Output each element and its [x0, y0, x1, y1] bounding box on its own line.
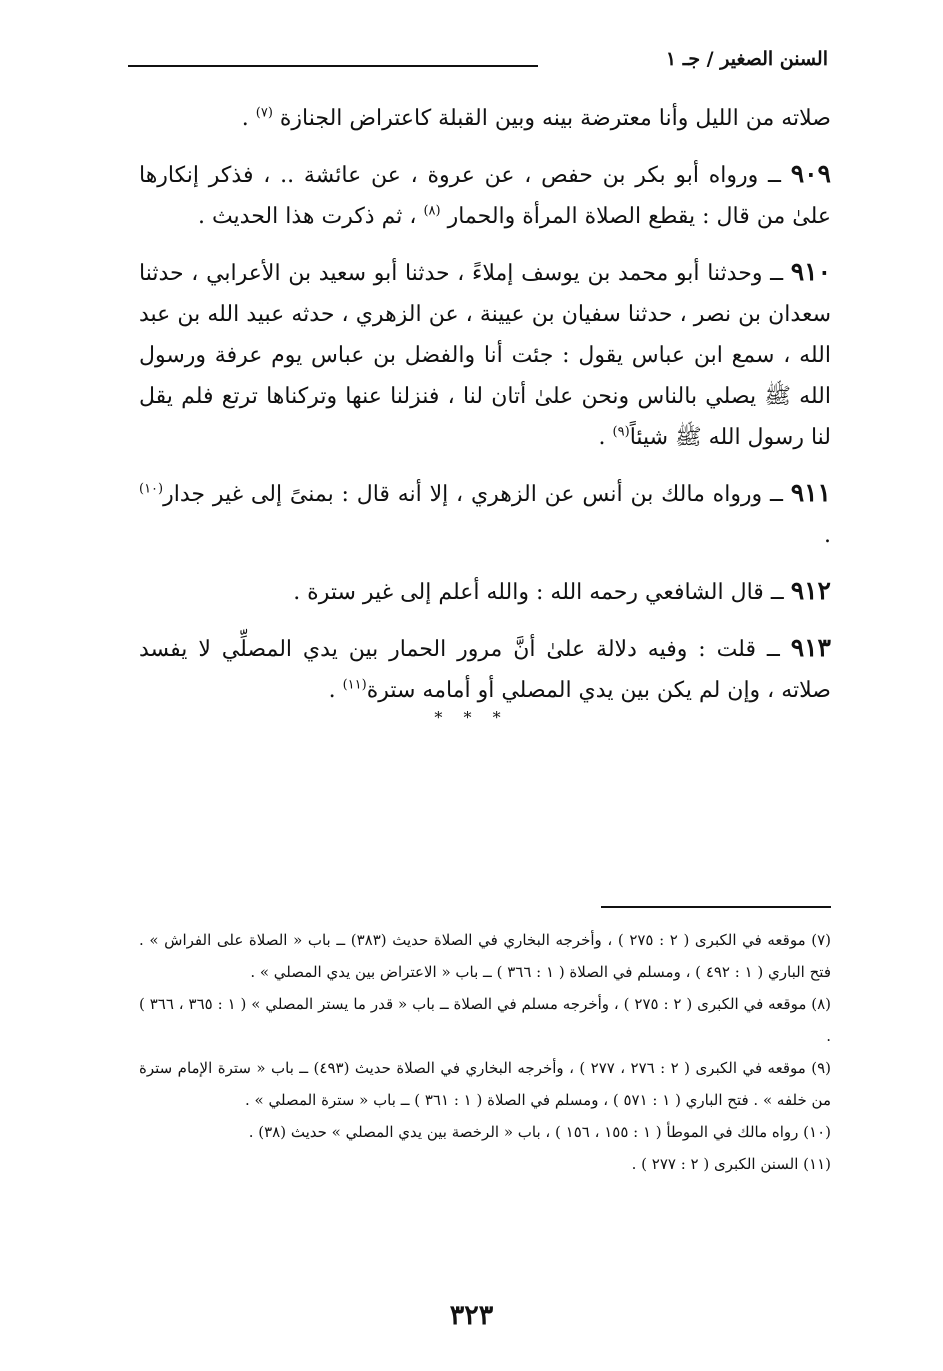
text-run: . — [598, 425, 613, 450]
text-run: ــ قال الشافعي رحمه الله : والله أعلم إلى غير سترة . — [293, 580, 791, 605]
hadith-910 — [139, 251, 831, 458]
hadith-909 — [139, 153, 831, 237]
text-run: ــ قلت : وفيه دلالة علىٰ أنَّ مرور الحمار بين يدي المصلِّي لا يفسد صلاته ، وإن لم يكن بين يدي المصلي أو أمامه سترة — [139, 637, 831, 703]
footnote-ref: (١١) — [342, 677, 367, 693]
hadith-number: ٩١١ — [790, 478, 831, 507]
footnote-ref: (٩) — [612, 424, 630, 440]
hadith-number: ٩٠٩ — [790, 159, 831, 188]
hadith-number: ٩١٣ — [790, 633, 831, 662]
footnote-7: (٧) موقعه في الكبرى ( ٢ : ٢٧٥ ) ، وأخرجه البخاري في الصلاة حديث (٣٨٣) ــ باب « الصلاة على الفراش » . فتح الباري ( ١ : ٤٩٢ ) ، ومسلم في الصلاة ( ١ : ٣٦٦ ) ــ باب « الاعتراض بين يدي المصلي » . — [139, 931, 832, 981]
hadith-number: ٩١٠ — [790, 257, 832, 286]
header-rule — [128, 65, 538, 67]
hadith-913 — [139, 627, 831, 711]
text-run: . — [824, 523, 831, 548]
section-separator: * * * — [434, 708, 509, 727]
text-run: . — [241, 106, 256, 131]
footnote-9: (٩) موقعه في الكبرى ( ٢ : ٢٧٦ ، ٢٧٧ ) ، وأخرجه البخاري في الصلاة حديث (٤٩٣) ــ باب « سترة الإمام سترة من خلفه » . فتح الباري ( ١ : ٥٧١ ) ، ومسلم في الصلاة ( ١ : ٣٦١ ) ــ باب « سترة المصلي » . — [139, 1059, 831, 1109]
text-run: ــ ورواه مالك بن أنس عن الزهري ، إلا أنه قال : بمنىً إلى غير جدار — [163, 482, 791, 507]
text-run: ــ ورواه أبو بكر بن حفص ، عن عروة ، عن عائشة .. ، فذكر إنكارها علىٰ من قال : يقطع الصلاة المرأة والحمار — [139, 163, 831, 229]
running-header — [128, 48, 828, 76]
footnote-rule — [601, 906, 831, 908]
paragraph-continuation — [139, 98, 831, 139]
footnotes — [139, 924, 831, 1180]
text-run: ، ثم ذكرت هذا الحديث . — [197, 204, 424, 229]
footnote-10: (١٠) رواه مالك في الموطأ ( ١ : ١٥٥ ، ١٥٦ ) ، باب « الرخصة بين يدي المصلي » حديث (٣٨) . — [248, 1123, 831, 1141]
footnote-11: (١١) السنن الكبرى ( ٢ : ٢٧٧ ) . — [631, 1155, 831, 1173]
hadith-number: ٩١٢ — [790, 576, 831, 605]
footnote-8: (٨) موقعه في الكبرى ( ٢ : ٢٧٥ ) ، وأخرجه مسلم في الصلاة ــ باب « قدر ما يستر المصلي » ( ١ : ٣٦٥ ، ٣٦٦ ) . — [139, 995, 832, 1045]
footnote-ref: (٧) — [255, 105, 273, 121]
main-text — [139, 98, 831, 711]
text-run: ــ وحدثنا أبو محمد بن يوسف إملاءً ، حدثنا أبو سعيد بن الأعرابي ، حدثنا سعدان بن نصر ، حدثنا سفيان بن عيينة ، عن الزهري ، حدثه عبيد الله بن عبد الله ، سمع ابن عباس يقول : جئت أنا والفضل بن عباس يوم عرفة ورسول الله ﷺ يصلي بالناس ونحن علىٰ أتان لنا ، فنزلنا عنها وتركناها ترتع فلم يقل لنا رسول الله ﷺ شيئاً — [139, 261, 831, 450]
text-run: . — [328, 678, 343, 703]
running-title: السنن الصغير / جـ ١ — [665, 48, 828, 70]
footnote-ref: (٨) — [423, 203, 441, 219]
page-number: ٣٢٣ — [449, 1300, 494, 1331]
hadith-912 — [139, 570, 831, 613]
footnote-ref: (١٠) — [139, 481, 164, 497]
text-run: صلاته من الليل وأنا معترضة بينه وبين القبلة كاعتراض الجنازة — [279, 106, 831, 131]
hadith-911 — [139, 472, 831, 556]
